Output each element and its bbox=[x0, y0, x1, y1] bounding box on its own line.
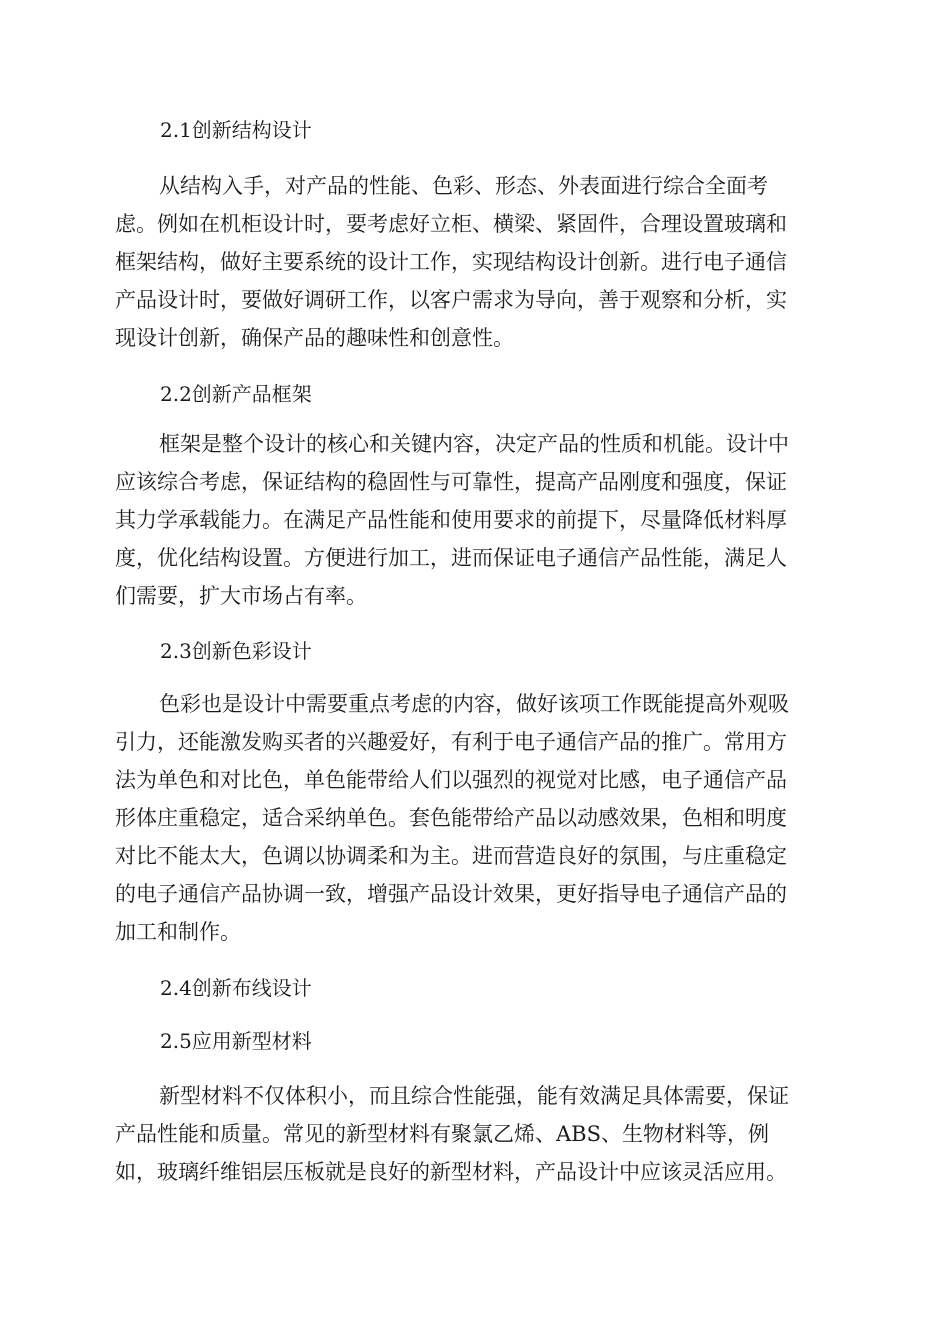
section-heading-2-2: 2.2创新产品框架 bbox=[160, 382, 312, 406]
paragraph-line: 法为单色和对比色，单色能带给人们以强烈的视觉对比感，电子通信产品 bbox=[115, 768, 787, 792]
paragraph-line: 框架结构，做好主要系统的设计工作，实现结构设计创新。进行电子通信 bbox=[115, 250, 787, 274]
paragraph-line: 形体庄重稳定，适合采纳单色。套色能带给产品以动感效果，色相和明度 bbox=[115, 806, 787, 830]
paragraph-2-5 bbox=[115, 1077, 835, 1191]
section-heading-2-4: 2.4创新布线设计 bbox=[160, 976, 312, 1000]
section-heading-2-5: 2.5应用新型材料 bbox=[160, 1029, 312, 1053]
paragraph-2-2 bbox=[115, 425, 835, 615]
paragraph-line: 如，玻璃纤维铝层压板就是良好的新型材料，产品设计中应该灵活应用。 bbox=[115, 1160, 787, 1184]
paragraph-line: 产品设计时，要做好调研工作，以客户需求为导向，善于观察和分析，实 bbox=[115, 288, 787, 312]
paragraph-2-3 bbox=[115, 685, 835, 951]
paragraph-line: 框架是整个设计的核心和关键内容，决定产品的性质和机能。设计中 bbox=[159, 432, 789, 456]
paragraph-line: 新型材料不仅体积小，而且综合性能强，能有效满足具体需要，保证 bbox=[159, 1084, 789, 1108]
paragraph-line: 加工和制作。 bbox=[115, 920, 241, 944]
paragraph-line: 虑。例如在机柜设计时，要考虑好立柜、横梁、紧固件，合理设置玻璃和 bbox=[115, 212, 787, 236]
paragraph-line: 从结构入手，对产品的性能、色彩、形态、外表面进行综合全面考 bbox=[159, 174, 768, 198]
paragraph-line: 们需要，扩大市场占有率。 bbox=[115, 584, 367, 608]
paragraph-2-1 bbox=[115, 167, 835, 357]
paragraph-line: 对比不能太大，色调以协调柔和为主。进而营造良好的氛围，与庄重稳定 bbox=[115, 844, 787, 868]
section-heading-2-1: 2.1创新结构设计 bbox=[160, 118, 312, 142]
paragraph-line: 产品性能和质量。常见的新型材料有聚氯乙烯、ABS、生物材料等，例 bbox=[115, 1122, 769, 1146]
section-heading-2-3: 2.3创新色彩设计 bbox=[160, 639, 312, 663]
paragraph-line: 其力学承载能力。在满足产品性能和使用要求的前提下，尽量降低材料厚 bbox=[115, 508, 787, 532]
paragraph-line: 色彩也是设计中需要重点考虑的内容，做好该项工作既能提高外观吸 bbox=[159, 692, 789, 716]
paragraph-line: 现设计创新，确保产品的趣味性和创意性。 bbox=[115, 326, 514, 350]
paragraph-line: 的电子通信产品协调一致，增强产品设计效果，更好指导电子通信产品的 bbox=[115, 882, 787, 906]
paragraph-line: 应该综合考虑，保证结构的稳固性与可靠性，提高产品刚度和强度，保证 bbox=[115, 470, 787, 494]
paragraph-line: 引力，还能激发购买者的兴趣爱好，有利于电子通信产品的推广。常用方 bbox=[115, 730, 787, 754]
paragraph-line: 度，优化结构设置。方便进行加工，进而保证电子通信产品性能，满足人 bbox=[115, 546, 787, 570]
